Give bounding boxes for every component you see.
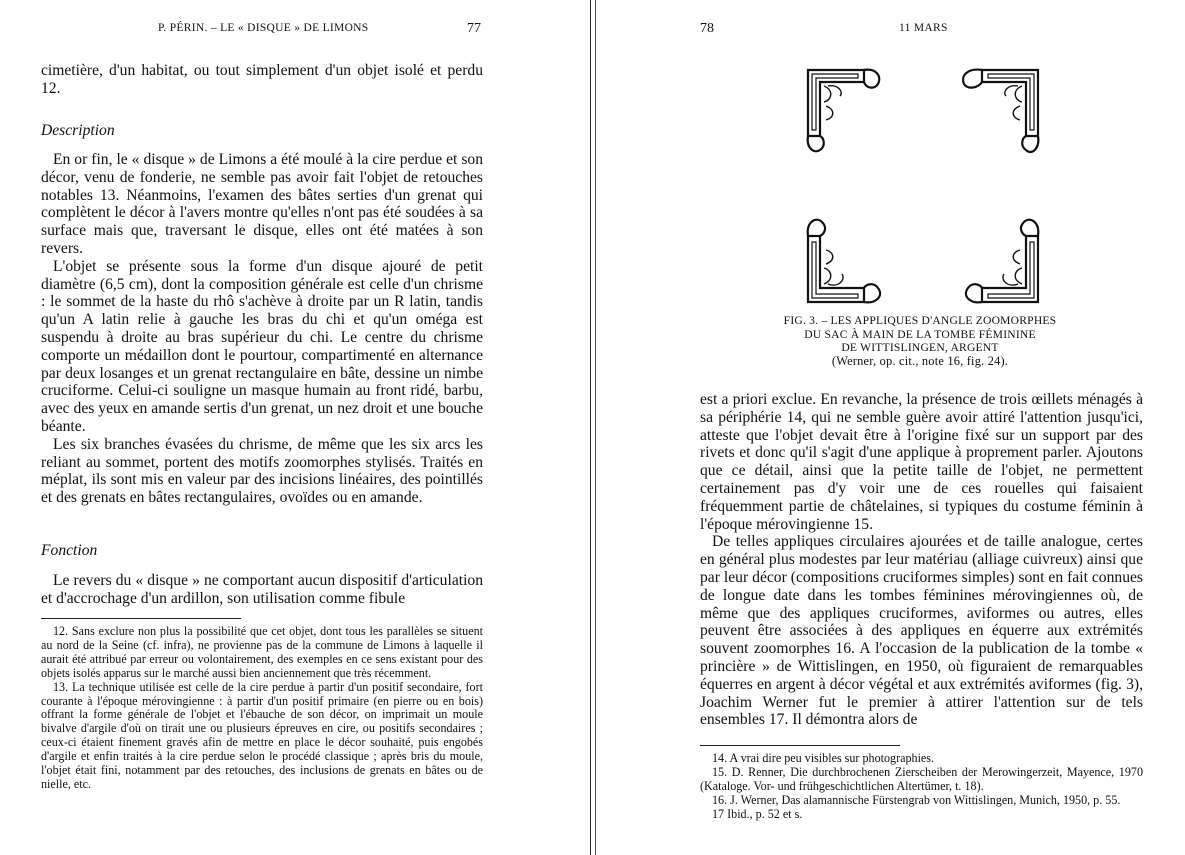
footnote-17: 17 Ibid., p. 52 et s. [712, 806, 803, 821]
description-section [41, 151, 483, 507]
right-paragraph-2: De telles appliques circulaires ajourées et de taille analogue, certes en général plus modestes par leur matériau (alliage cuivreux) ainsi que par leur décor (compositions cruciformes simples) sont en fait connues de longue date dans les tombes féminines mérovingiennes où, de même que des appliques cruciformes, aviformes ou autres, elles peuvent être associées à des appliques en équerre aux extrémités souvent zoomorphes 16. A l'occasion de la publication de la tombe « princière » de Wittislingen, en 1950, où figuraient de remarquables équerres en argent à décor végétal et aux extrémités aviformes (fig. 3), Joachim Werner fut le premier à attirer l'attention sur de tels ensembles 17. Il démontra alors de [700, 533, 1143, 729]
page-number-right: 78 [700, 21, 714, 36]
footnotes-left [41, 625, 483, 792]
footnote-12: 12. Sans exclure non plus la possibilité que cet objet, dont tous les parallèles se situent au nord de la Seine (cf. infra), ne provienne pas de la commune de Limons à laquelle il aurait été attribué par erreur ou volontairement, des exemples en ce sens existant pour des objets isolés apparus sur le marché aussi bien anciennement que très récemment. [41, 624, 483, 680]
fonction-section [41, 572, 483, 608]
paragraph-1: En or fin, le « disque » de Limons a été moulé à la cire perdue et son décor, venu de fonderie, ne semble pas avoir fait l'objet de retouches notables 13. Néanmoins, l'examen des bâtes serties d'un grenat qui complètent le décor à l'avers montre qu'elles n'ont pas été soudées à sa surface mais que, traversant le disque, elles ont été matées à son revers. [41, 151, 483, 257]
applique-bottom-left [808, 220, 880, 303]
paragraph-2: L'objet se présente sous la forme d'un disque ajouré de petit diamètre (6,5 cm), dont la composition générale est celle d'un chrisme : le sommet de la haste du rhô s'achève à droite par un R latin, tandis qu'un A latin relie à gauche les bras du chi et qu'un oméga est suspendu à droite au bras supérieur du chi. Le centre du chrisme comporte un médaillon dont le pourtour, compartimenté en alternance par deux losanges et un grenat rectangulaire en bâte, dessine un nimbe cruciforme. Celui-ci souligne un masque humain au front ridé, barbu, avec des yeux en amande sertis d'un grenat, un nez droit et une bouche béante. [41, 257, 483, 435]
corner-appliques-illustration [804, 66, 1042, 306]
intro-text: cimetière, d'un habitat, ou tout simplement d'un objet isolé et perdu 12. [41, 62, 483, 97]
intro-paragraph [41, 62, 483, 98]
caption-line-1: FIG. 3. – LES APPLIQUES D'ANGLE ZOOMORPHES [783, 314, 1057, 327]
footnote-rule-left [41, 618, 241, 619]
footnote-16: 16. J. Werner, Das alamannische Fürstengrab von Wittislingen, Munich, 1950, p. 55. [712, 792, 1121, 807]
footnote-14: 14. A vrai dire peu visibles sur photographies. [712, 751, 935, 765]
running-head-left: P. PÉRIN. – LE « DISQUE » DE LIMONS [158, 22, 369, 34]
heading-fonction: Fonction [41, 542, 98, 559]
applique-top-right [963, 70, 1038, 152]
figure-caption [700, 314, 1140, 368]
caption-line-2: DU SAC À MAIN DE LA TOMBE FÉMININE [804, 327, 1036, 341]
applique-top-left [808, 70, 880, 152]
footnote-13: 13. La technique utilisée est celle de la cire perdue à partir d'un positif secondaire, fort courante à l'époque mérovingienne : à partir d'un positif primaire (en pierre ou en bois) offrant la forme générale de l'objet et l'ébauche de son décor, on imprimait un moule bivalve d'argile d'où on tirait une ou plusieurs épreuves en cire, ou positifs secondaires ; ceux-ci étaient finement gravés afin de mettre en place le décor souhaité, puis engobés d'argile et enfin traités à la cire perdue selon le procédé classique ; après bris du moule, l'objet était fini, notamment par des retouches, des inclusions de grenats en bâtes ou de nielle, etc. [41, 679, 483, 791]
caption-line-4: (Werner, op. cit., note 16, fig. 24). [831, 353, 1009, 368]
applique-bottom-right [966, 220, 1038, 303]
paragraph-3: Les six branches évasées du chrisme, de même que les six arcs les reliant au sommet, portent des motifs zoomorphes stylisés. Traités en méplat, ils sont mis en valeur par des incisions linéaires, des pointillés et des grenats en bâtes rectangulaires, ovoïdes ou en amande. [41, 435, 483, 507]
right-paragraph-1: est a priori exclue. En revanche, la présence de trois œillets ménagés à sa périphérie 14, qui ne semble guère avoir attiré l'attention jusqu'ici, atteste que l'objet devait être à l'origine fixé sur un support par des rivets et donc qu'il s'agit d'une applique à proprement parler. Ajoutons que ce détail, ainsi que la petite taille de l'objet, ne permettent certainement pas d'y voir une de ces rouelles qui faisaient fréquemment partie de châtelaines, si typiques du costume féminin à l'époque mérovingienne 15. [700, 391, 1143, 533]
heading-description: Description [41, 122, 115, 139]
caption-line-3: DE WITTISLINGEN, ARGENT [841, 341, 999, 355]
footnote-rule-right [700, 745, 900, 746]
page-number-left: 77 [467, 21, 481, 36]
figure-zoomorphic-appliques [804, 66, 1042, 306]
paragraph-4: Le revers du « disque » ne comportant aucun dispositif d'articulation et d'accrochage d'un ardillon, son utilisation comme fibule [41, 572, 483, 607]
running-head-right: 11 MARS [899, 22, 948, 34]
right-body [700, 391, 1143, 729]
footnote-15: 15. D. Renner, Die durchbrochenen Zierscheiben der Merowingerzeit, Mayence, 1970 (Kataloge. Vor- und frühgeschichtlichen Altertümer, t. 18). [700, 764, 1143, 793]
footnotes-right [700, 752, 1143, 822]
